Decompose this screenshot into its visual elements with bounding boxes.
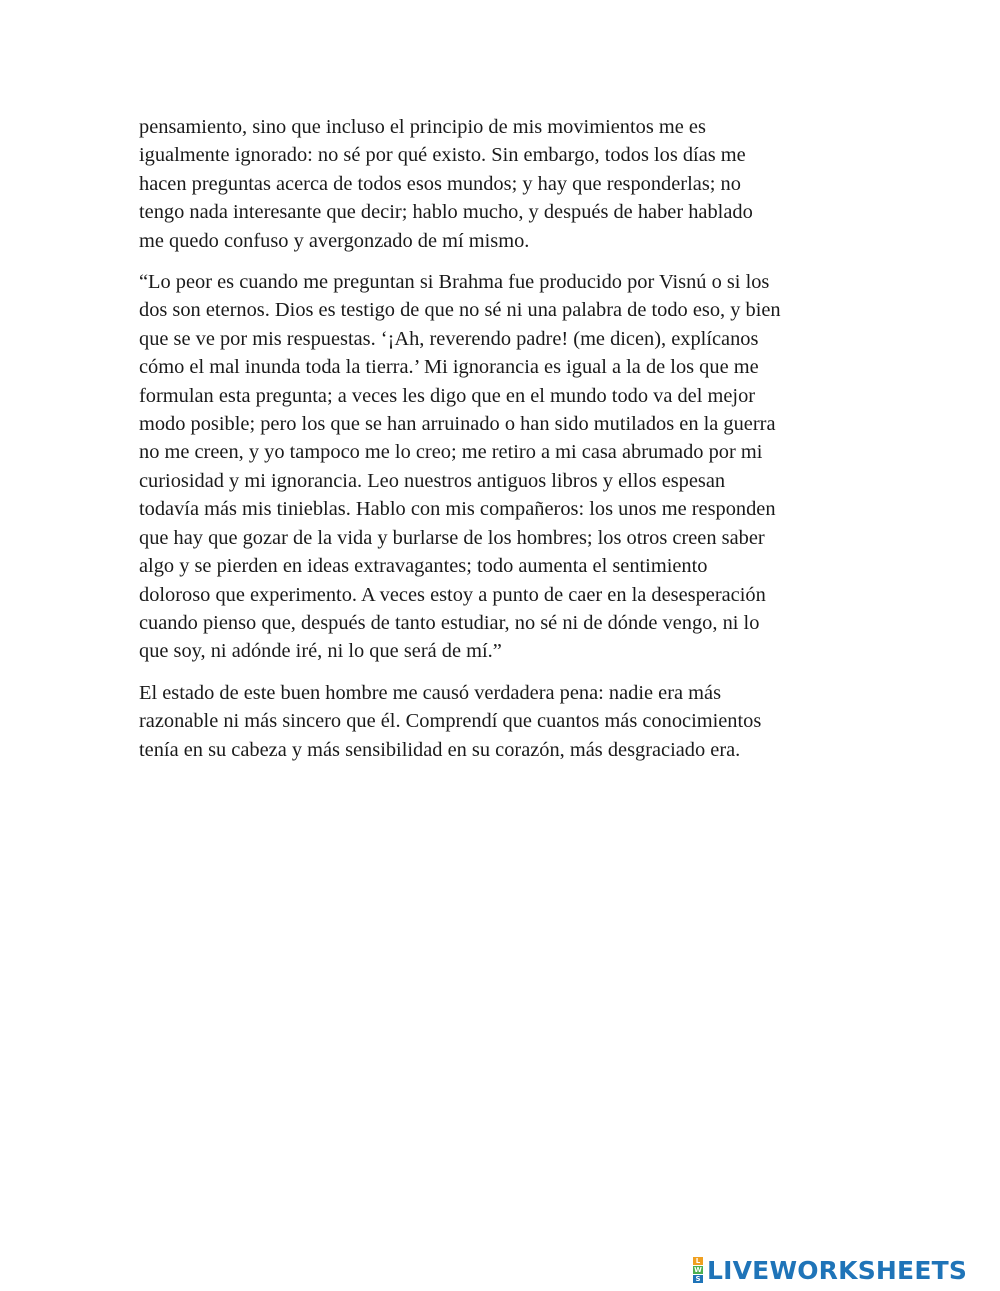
- body-text: [139, 113, 864, 777]
- paragraph-2: [139, 268, 864, 666]
- text-line: no me creen, y yo tampoco me lo creo; me retiro a mi casa abrumado por mi: [139, 441, 763, 464]
- paragraph-3: [139, 679, 864, 764]
- text-line: cómo el mal inunda toda la tierra.’ Mi ignorancia es igual a la de los que me: [139, 356, 759, 379]
- logo-mark-letter: L: [693, 1257, 703, 1265]
- text-line: modo posible; pero los que se han arruinado o han sido mutilados en la guerra: [139, 413, 776, 436]
- text-line: igualmente ignorado: no sé por qué existo. Sin embargo, todos los días me: [139, 144, 746, 167]
- text-line: que se ve por mis respuestas. ‘¡Ah, reverendo padre! (me dicen), explícanos: [139, 327, 759, 350]
- text-line: formulan esta pregunta; a veces les digo que en el mundo todo va del mejor: [139, 384, 756, 407]
- text-line: que soy, ni adónde iré, ni lo que será de mí.”: [139, 640, 502, 663]
- text-line: doloroso que experimento. A veces estoy a punto de caer en la desesperación: [139, 583, 766, 606]
- text-line: pensamiento, sino que incluso el principio de mis movimientos me es: [139, 116, 706, 138]
- text-line: hacen preguntas acerca de todos esos mundos; y hay que responderlas; no: [139, 172, 741, 195]
- text-line: algo y se pierden en ideas extravagantes; todo aumenta el sentimiento: [139, 555, 708, 578]
- text-line: “Lo peor es cuando me preguntan si Brahma fue producido por Visnú o si los: [139, 271, 770, 294]
- text-line: que hay que gozar de la vida y burlarse de los hombres; los otros creen saber: [139, 526, 765, 549]
- text-line: curiosidad y mi ignorancia. Leo nuestros antiguos libros y ellos espesan: [139, 469, 726, 492]
- text-line: todavía más mis tinieblas. Hablo con mis compañeros: los unos me responden: [139, 498, 776, 521]
- logo-mark-letter: W: [694, 1266, 702, 1274]
- liveworksheets-logo: [693, 1255, 967, 1285]
- text-line: tengo nada interesante que decir; hablo mucho, y después de haber hablado: [139, 201, 753, 224]
- text-line: razonable ni más sincero que él. Comprendí que cuantos más conocimientos: [139, 710, 762, 733]
- paragraph-1: [139, 113, 864, 255]
- text-line: El estado de este buen hombre me causó verdadera pena: nadie era más: [139, 681, 722, 704]
- text-line: dos son eternos. Dios es testigo de que no sé ni una palabra de todo eso, y bien: [139, 299, 781, 322]
- text-line: tenía en su cabeza y más sensibilidad en su corazón, más desgraciado era.: [139, 738, 741, 761]
- liveworksheets-logo-icon: [693, 1257, 703, 1283]
- logo-mark-letter: S: [693, 1275, 703, 1283]
- text-line: me quedo confuso y avergonzado de mí mismo.: [139, 229, 530, 252]
- logo-text: LIVEWORKSHEETS: [707, 1255, 968, 1285]
- text-line: cuando pienso que, después de tanto estudiar, no sé ni de dónde vengo, ni lo: [139, 611, 760, 634]
